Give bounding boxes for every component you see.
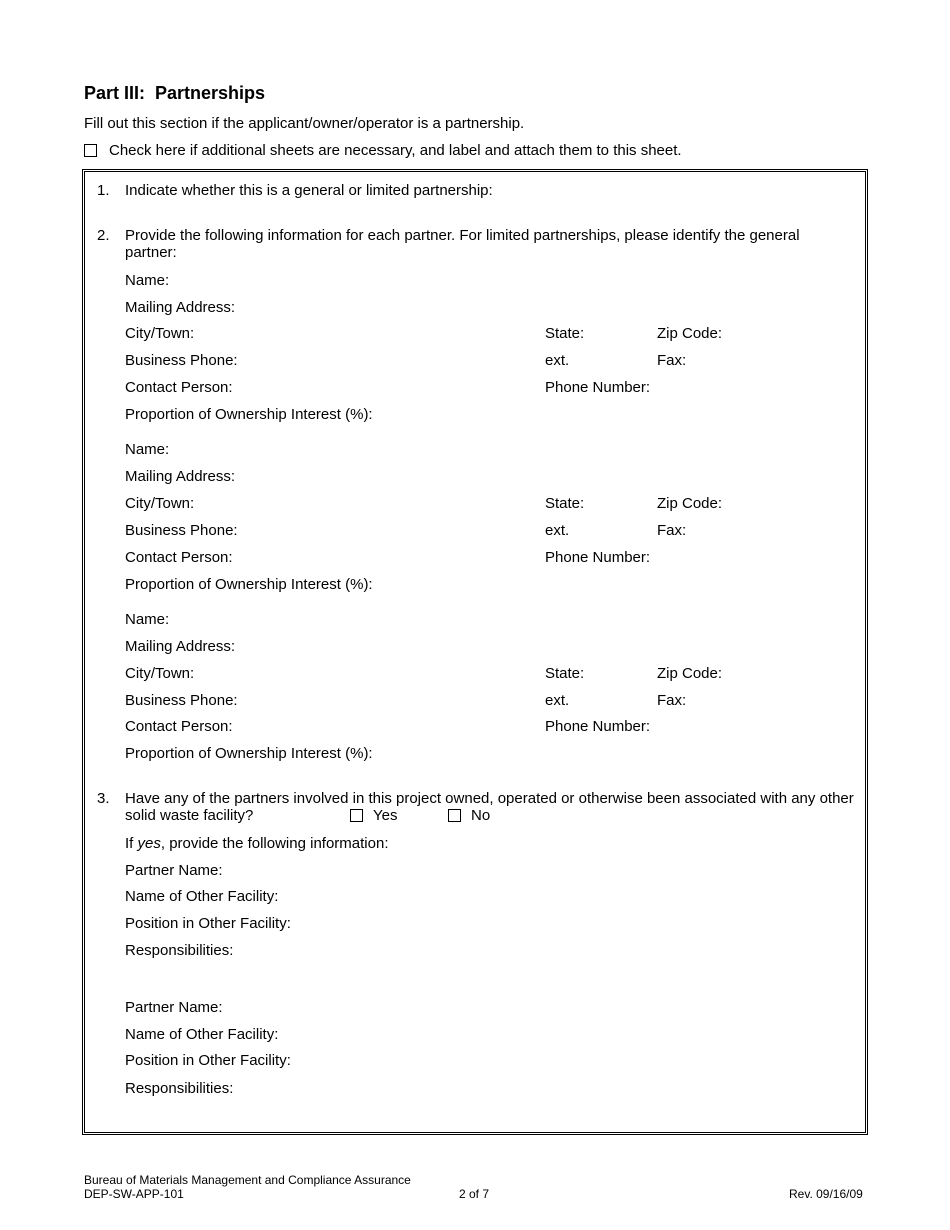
q2-number: 2. xyxy=(97,227,110,244)
partner1-contact-label: Contact Person: xyxy=(125,379,233,396)
partner1-mailing-label: Mailing Address: xyxy=(125,299,236,316)
additional-sheets-checkbox[interactable] xyxy=(84,144,97,157)
partner1-name-label: Name: xyxy=(125,272,170,289)
q1-number: 1. xyxy=(97,182,110,199)
partner3-mailing-label: Mailing Address: xyxy=(125,638,236,655)
q3-text: Have any of the partners involved in this project owned, operated or otherwise been associated with any other solid waste facility? xyxy=(125,790,854,824)
partner2-phone-label: Business Phone: xyxy=(125,522,238,539)
partner2-mailing-label: Mailing Address: xyxy=(125,468,236,485)
facility1-partner-name-label: Partner Name: xyxy=(125,862,223,879)
partner2-zip-label: Zip Code: xyxy=(657,495,723,512)
partner2-phone-number-label: Phone Number: xyxy=(545,549,651,566)
facility1-other-facility-label: Name of Other Facility: xyxy=(125,888,279,905)
no-label: No xyxy=(471,807,491,824)
footer-bureau: Bureau of Materials Management and Compliance Assurance xyxy=(84,1173,411,1187)
q3-number: 3. xyxy=(97,790,110,807)
partner3-name-label: Name: xyxy=(125,611,170,628)
partner3-fax-label: Fax: xyxy=(657,692,687,709)
facility2-position-label: Position in Other Facility: xyxy=(125,1052,291,1069)
partner2-fax-label: Fax: xyxy=(657,522,687,539)
no-checkbox[interactable] xyxy=(448,809,461,822)
facility2-partner-name-label: Partner Name: xyxy=(125,999,223,1016)
facility1-responsibilities-label: Responsibilities: xyxy=(125,942,234,959)
yes-option[interactable] xyxy=(350,807,397,824)
partner2-contact-label: Contact Person: xyxy=(125,549,233,566)
footer-revision: Rev. 09/16/09 xyxy=(789,1187,863,1201)
partner3-zip-label: Zip Code: xyxy=(657,665,723,682)
facility1-position-label: Position in Other Facility: xyxy=(125,915,291,932)
partner3-contact-label: Contact Person: xyxy=(125,718,233,735)
facility2-other-facility-label: Name of Other Facility: xyxy=(125,1026,279,1043)
footer-page-number: 2 of 7 xyxy=(459,1187,490,1201)
partner2-state-label: State: xyxy=(545,495,585,512)
partner3-state-label: State: xyxy=(545,665,585,682)
if-yes-suffix: , provide the following information: xyxy=(160,835,389,852)
partner1-fax-label: Fax: xyxy=(657,352,687,369)
partner3-phone-number-label: Phone Number: xyxy=(545,718,651,735)
partner1-phone-label: Business Phone: xyxy=(125,352,238,369)
partner2-ownership-label: Proportion of Ownership Interest (%): xyxy=(125,576,373,593)
partner1-zip-label: Zip Code: xyxy=(657,325,723,342)
q1-text: Indicate whether this is a general or limited partnership: xyxy=(125,182,493,199)
page-title: Part III: Partnerships xyxy=(84,83,266,103)
partner1-state-label: State: xyxy=(545,325,585,342)
partner1-phone-number-label: Phone Number: xyxy=(545,379,651,396)
if-yes-instruction xyxy=(125,835,388,852)
partner3-phone-label: Business Phone: xyxy=(125,692,238,709)
partner2-name-label: Name: xyxy=(125,441,170,458)
yes-label: Yes xyxy=(373,807,398,824)
if-yes-emphasis: yes xyxy=(137,835,161,852)
section-instructions: Fill out this section if the applicant/owner/operator is a partnership. xyxy=(84,115,525,132)
partner1-city-label: City/Town: xyxy=(125,325,195,342)
partner3-ext-label: ext. xyxy=(545,692,570,709)
partner3-city-label: City/Town: xyxy=(125,665,195,682)
partner1-ownership-label: Proportion of Ownership Interest (%): xyxy=(125,406,373,423)
yes-checkbox[interactable] xyxy=(350,809,363,822)
partner3-ownership-label: Proportion of Ownership Interest (%): xyxy=(125,745,373,762)
footer-form-id: DEP-SW-APP-101 xyxy=(84,1187,184,1201)
q2-text: Provide the following information for each partner. For limited partnerships, please identify the general partner: xyxy=(125,227,800,261)
footer-left xyxy=(84,1173,411,1201)
if-yes-prefix: If xyxy=(125,835,138,852)
no-option[interactable] xyxy=(448,807,490,824)
additional-sheets-line xyxy=(84,142,682,159)
additional-sheets-label: Check here if additional sheets are necessary, and label and attach them to this sheet. xyxy=(109,142,682,159)
facility2-responsibilities-label: Responsibilities: xyxy=(125,1080,234,1097)
partner2-ext-label: ext. xyxy=(545,522,570,539)
partner1-ext-label: ext. xyxy=(545,352,570,369)
partner2-city-label: City/Town: xyxy=(125,495,195,512)
